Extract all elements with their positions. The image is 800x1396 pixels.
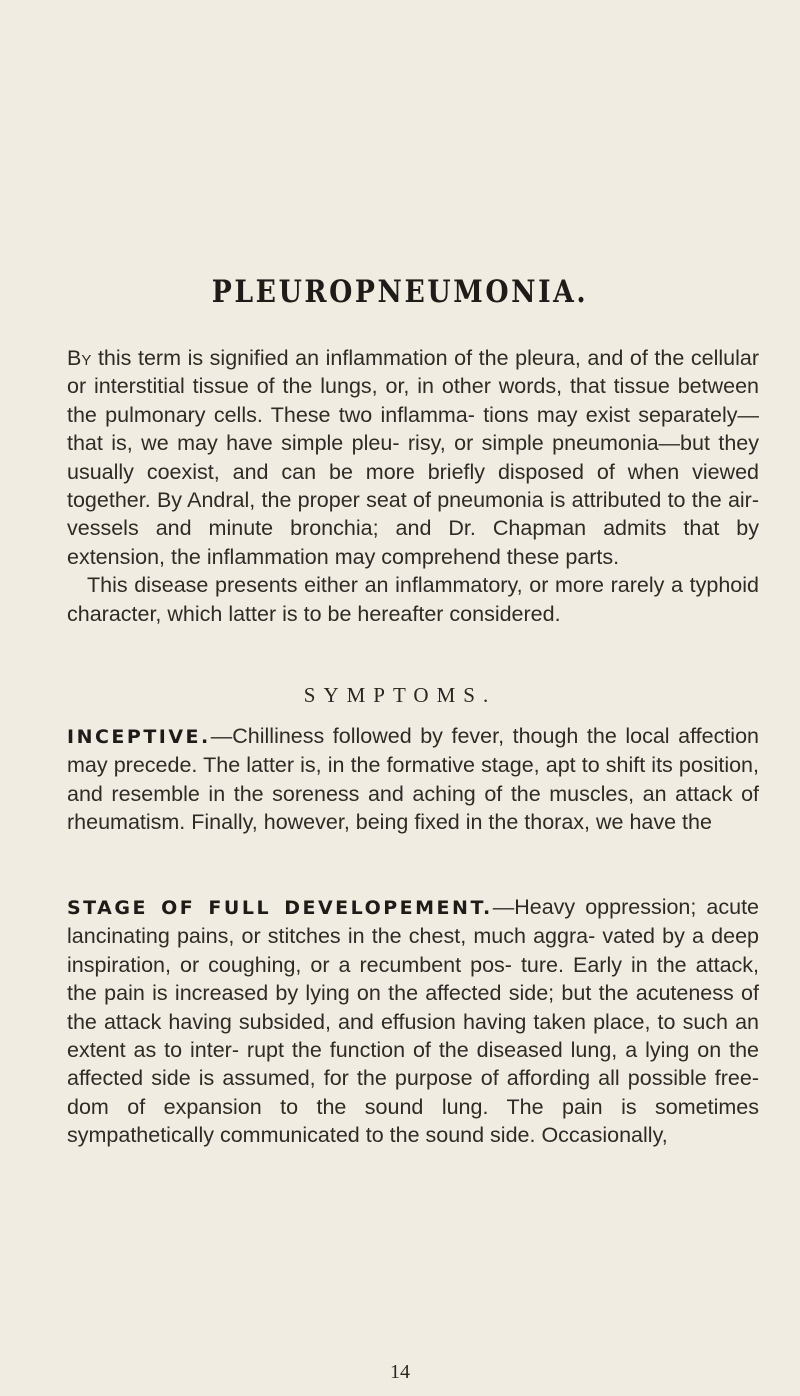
intro-section (67, 344, 759, 628)
intro-paragraph-2: This disease presents either an inflammatory, or more rarely a typhoid character, which latter is to be hereafter considered. (67, 573, 759, 626)
page-number: 14 (390, 1361, 410, 1383)
full-development-section (67, 893, 759, 1150)
chapter-title: PLEUROPNEUMONIA. (211, 274, 589, 310)
inceptive-paragraph (67, 722, 759, 837)
inceptive-text: —Chilliness followed by fever, though the local affection may precede. The latter is, in the formative stage, apt to shift its position, and resemble in the soreness and aching of the muscles, an attack of rheumatism. Finally, however, being fixed in the thorax, we have the (67, 724, 759, 835)
symptoms-heading: SYMPTOMS. (303, 683, 497, 707)
intro-paragraph-1 (67, 344, 759, 571)
full-development-text: —Heavy oppression; acute lancinating pains, or stitches in the chest, much aggra- vated by a deep inspiration, or coughing, or a recumbent pos- ture. Early in the attack, the pain is increased by lying on the affected side; but the acuteness of the attack having subsided, and effusion having taken place, to such an extent as to inter- rupt the function of the diseased lung, a lying on the affected side is assumed, for the purpose of affording all possible free- dom of expansion to the sound lung. The pain is sometimes sympathetically communicated to the sound side. Occasionally, (67, 895, 759, 1148)
inceptive-label: INCEPTIVE. (67, 726, 211, 748)
inceptive-section (67, 722, 759, 837)
full-development-paragraph (67, 893, 759, 1150)
intro-paragraph-1-text: this term is signified an inflammation of the pleura, and of the cellular or interstitial tissue of the lungs, or, in other words, that tissue between the pulmonary cells. These two inflamma- tions may exist separately—that is, we may have simple pleu- risy, or simple pneumonia—but they usually coexist, and can be more briefly disposed of when viewed together. By Andral, the proper seat of pneumonia is attributed to the air-vessels and minute bronchia; and Dr. Chapman admits that by extension, the inflammation may comprehend these parts. (67, 346, 759, 569)
intro-first-word: By (67, 346, 92, 370)
full-development-label: STAGE OF FULL DEVELOPEMENT. (67, 897, 493, 919)
